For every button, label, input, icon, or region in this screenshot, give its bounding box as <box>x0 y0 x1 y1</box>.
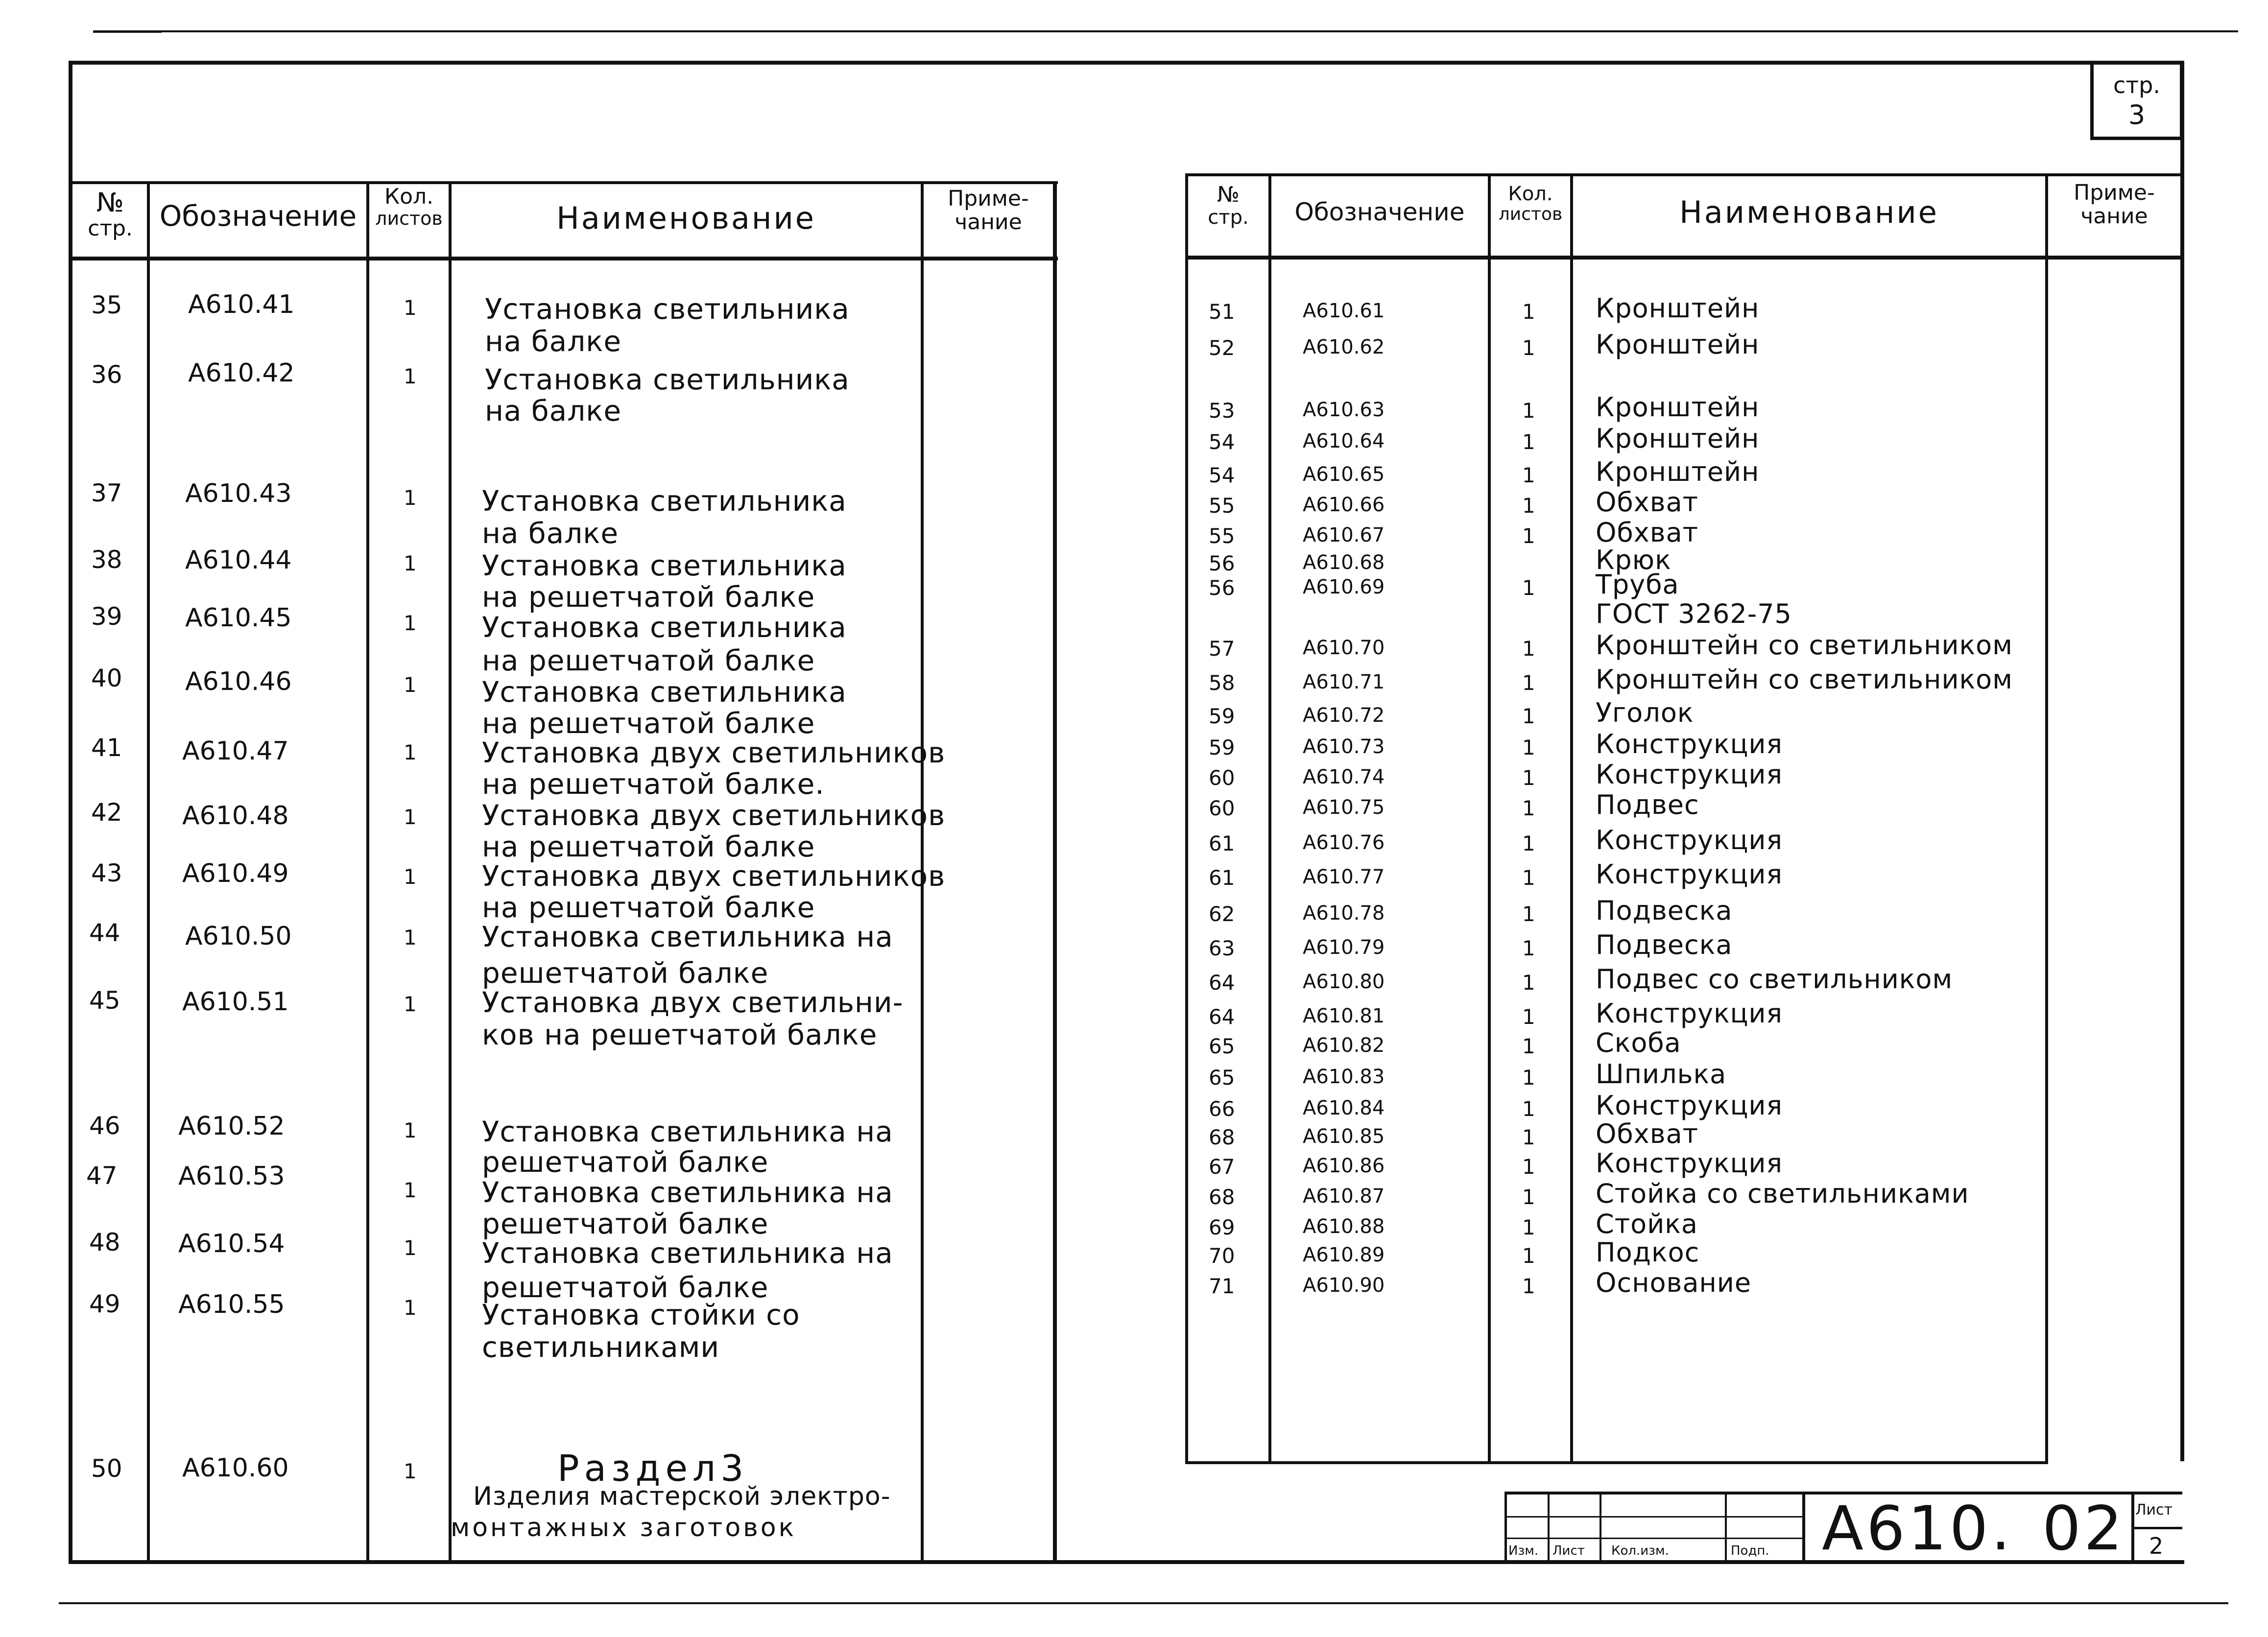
row-name-line1: Установка стойки со <box>482 1298 800 1331</box>
row-num: 59 <box>1209 704 1235 728</box>
left-header-num-2: стр. <box>88 216 133 241</box>
row-num: 37 <box>91 479 122 507</box>
row-qty: 1 <box>1522 1005 1535 1029</box>
row-name-line1: Установка двух светильников <box>482 736 946 769</box>
row-designation: А610.72 <box>1303 704 1385 727</box>
row-designation: А610.49 <box>182 859 289 888</box>
row-num: 61 <box>1209 831 1235 855</box>
row-num: 68 <box>1209 1125 1235 1149</box>
row-qty: 1 <box>1522 1274 1535 1298</box>
section-subtitle-line1: Изделия мастерской электро- <box>473 1482 891 1511</box>
row-name: Скоба <box>1596 1027 1681 1058</box>
stamp-label-list: Лист <box>1552 1543 1585 1558</box>
row-name: Кронштейн <box>1596 392 1760 423</box>
row-name-line2: на решетчатой балке <box>482 830 815 863</box>
row-name-line1: Установка светильника на <box>482 1115 893 1148</box>
row-name-line2: на решетчатой балке. <box>482 767 825 801</box>
row-designation: А610.80 <box>1303 971 1385 993</box>
row-qty: 1 <box>1522 1034 1535 1058</box>
row-qty: 1 <box>1522 704 1535 728</box>
row-name: Конструкция <box>1596 729 1783 759</box>
right-col-line-3 <box>1570 173 1573 1464</box>
row-num: 71 <box>1209 1274 1235 1298</box>
row-qty: 1 <box>404 673 417 697</box>
row-name: Конструкция <box>1596 1090 1783 1121</box>
left-header-qty-2: листов <box>375 208 443 230</box>
stamp-col-2 <box>1600 1492 1601 1563</box>
right-col-line-1 <box>1268 173 1271 1464</box>
row-designation: А610.75 <box>1303 796 1385 819</box>
row-name-line1: Установка светильника на <box>482 920 893 953</box>
row-designation: А610.69 <box>1303 576 1385 598</box>
row-qty: 1 <box>404 740 417 764</box>
row-designation: А610.43 <box>185 479 292 508</box>
row-num: 62 <box>1209 902 1235 926</box>
row-qty: 1 <box>404 865 417 889</box>
row-qty: 1 <box>404 1236 417 1260</box>
row-qty: 1 <box>404 1118 417 1142</box>
row-qty: 1 <box>1522 430 1535 454</box>
drawing-sheet-code: 02 <box>2042 1494 2125 1564</box>
row-qty: 1 <box>1522 494 1535 518</box>
row-qty: 1 <box>1522 1215 1535 1239</box>
row-designation: А610.70 <box>1303 637 1385 659</box>
left-col-line-3 <box>449 181 452 1562</box>
right-header-num-1: № <box>1217 182 1240 207</box>
row-qty: 1 <box>1522 399 1535 423</box>
stamp-col-0 <box>1504 1492 1507 1563</box>
row-name: Уголок <box>1596 697 1694 728</box>
row-num: 61 <box>1209 866 1235 890</box>
left-header-designation: Обозначение <box>159 199 357 233</box>
row-designation: А610.83 <box>1303 1066 1385 1088</box>
row-designation: А610.73 <box>1303 735 1385 758</box>
right-header-bottom <box>1185 256 2181 260</box>
stamp-col-3 <box>1725 1492 1727 1563</box>
row-designation: А610.76 <box>1303 831 1385 854</box>
row-name-line1: Установка светильника <box>485 363 850 396</box>
row-qty: 1 <box>404 992 417 1016</box>
row-designation: А610.42 <box>188 358 295 388</box>
row-name-line2: решетчатой балке <box>482 1271 769 1304</box>
row-name-line2: ков на решетчатой балке <box>482 1018 878 1051</box>
row-num: 67 <box>1209 1155 1235 1179</box>
row-designation: А610.61 <box>1303 300 1385 322</box>
right-header-top <box>1185 173 2181 176</box>
right-header-name: Наименование <box>1679 194 1939 230</box>
row-qty: 1 <box>1522 1244 1535 1268</box>
row-qty: 1 <box>1522 1125 1535 1149</box>
row-qty: 1 <box>1522 866 1535 890</box>
row-qty: 1 <box>1522 671 1535 695</box>
row-num: 56 <box>1209 551 1235 575</box>
row-qty: 1 <box>1522 902 1535 926</box>
row-name: Обхват <box>1596 1118 1699 1149</box>
row-designation: А610.81 <box>1303 1005 1385 1027</box>
top-margin-line <box>162 30 2238 32</box>
row-name: Конструкция <box>1596 859 1783 890</box>
row-designation: А610.55 <box>178 1290 285 1319</box>
left-col-line-5 <box>1053 181 1057 1562</box>
row-designation: А610.88 <box>1303 1215 1385 1238</box>
sheet-number: 2 <box>2149 1533 2164 1559</box>
row-num: 46 <box>89 1112 120 1140</box>
row-num: 65 <box>1209 1034 1235 1058</box>
row-num: 70 <box>1209 1244 1235 1268</box>
right-header-note-1: Приме- <box>2074 180 2155 205</box>
row-designation: А610.60 <box>182 1453 289 1483</box>
row-qty: 1 <box>404 364 417 388</box>
row-designation: А610.64 <box>1303 430 1385 452</box>
row-name-line2: на решетчатой балке <box>482 580 815 614</box>
frame-left <box>69 61 72 1564</box>
row-designation: А610.90 <box>1303 1274 1385 1297</box>
top-margin-line-left <box>93 30 162 33</box>
row-name: Кронштейн <box>1596 293 1760 324</box>
row-name: Стойка со светильниками <box>1596 1178 1969 1209</box>
row-name-line2: на решетчатой балке <box>482 707 815 740</box>
left-header-top <box>71 181 1058 184</box>
row-num: 68 <box>1209 1185 1235 1209</box>
bottom-margin-line <box>59 1602 2228 1604</box>
left-header-name: Наименование <box>556 200 816 236</box>
row-qty: 1 <box>1522 637 1535 661</box>
section-title: Раздел3 <box>557 1447 749 1490</box>
page-number-box <box>2090 61 2183 140</box>
row-num: 45 <box>89 986 120 1015</box>
right-col-line-2 <box>1488 173 1491 1464</box>
row-qty: 1 <box>1522 1066 1535 1090</box>
row-name: Конструкция <box>1596 1148 1783 1179</box>
row-name-line2: светильниками <box>482 1330 720 1364</box>
row-designation: А610.44 <box>185 546 292 575</box>
row-qty: 1 <box>1522 1185 1535 1209</box>
row-qty: 1 <box>1522 300 1535 324</box>
row-name: Кронштейн со светильником <box>1596 630 2013 661</box>
row-name-line1: Установка светильника на <box>482 1176 893 1209</box>
row-num: 55 <box>1209 494 1235 518</box>
sheet-label: Лист <box>2135 1501 2173 1518</box>
row-qty: 1 <box>1522 971 1535 995</box>
row-designation: А610.78 <box>1303 902 1385 925</box>
row-num: 48 <box>89 1228 120 1257</box>
left-col-line-2 <box>366 181 369 1562</box>
row-designation: А610.74 <box>1303 766 1385 788</box>
row-num: 65 <box>1209 1066 1235 1090</box>
row-designation: А610.50 <box>185 922 292 951</box>
row-name-line2: на балке <box>482 517 619 550</box>
row-designation: А610.46 <box>185 667 292 696</box>
row-name: Обхват <box>1596 487 1699 518</box>
row-designation: А610.66 <box>1303 494 1385 516</box>
row-name-line2: на балке <box>485 325 621 358</box>
left-header-qty <box>369 185 449 229</box>
frame-right <box>2180 61 2184 1461</box>
row-num: 44 <box>89 919 120 947</box>
drawing-code: А610. <box>1822 1494 2013 1564</box>
right-header-qty-1: Кол. <box>1508 183 1553 205</box>
right-header-num-2: стр. <box>1208 206 1249 229</box>
row-designation: А610.54 <box>178 1229 285 1258</box>
row-name: Шпилька <box>1596 1059 1727 1090</box>
row-num: 47 <box>86 1162 118 1190</box>
row-name-line1: Установка светильника <box>482 484 847 518</box>
row-designation: А610.77 <box>1303 866 1385 888</box>
row-name-line1: Установка двух светильников <box>482 799 946 832</box>
left-col-line-1 <box>147 181 150 1562</box>
row-qty: 1 <box>1522 936 1535 960</box>
stamp-label-kol-izm: Кол.изм. <box>1611 1543 1669 1558</box>
row-qty: 1 <box>1522 576 1535 600</box>
row-name: Кронштейн <box>1596 423 1760 454</box>
row-name-line1: Установка светильника <box>485 292 850 326</box>
left-header-qty-1: Кол. <box>384 184 434 209</box>
row-qty: 1 <box>404 1296 417 1320</box>
row-designation: А610.48 <box>182 801 289 830</box>
right-header-qty <box>1491 183 1570 224</box>
row-num: 39 <box>91 602 122 631</box>
right-header-note-2: чание <box>2080 204 2148 229</box>
row-designation: А610.65 <box>1303 463 1385 486</box>
stamp-label-izm: Изм. <box>1508 1543 1539 1558</box>
row-name: Подвеска <box>1596 929 1733 960</box>
row-num: 58 <box>1209 671 1235 695</box>
row-num: 64 <box>1209 1005 1235 1029</box>
row-num: 59 <box>1209 735 1235 759</box>
row-name: Крюк <box>1596 545 1671 575</box>
row-name: ГОСТ 3262-75 <box>1596 598 1792 629</box>
row-num: 66 <box>1209 1097 1235 1121</box>
row-qty: 1 <box>404 1178 417 1202</box>
row-qty: 1 <box>404 805 417 829</box>
section-subtitle-line2: монтажных заготовок <box>451 1513 797 1542</box>
row-qty: 1 <box>1522 766 1535 790</box>
row-num: 54 <box>1209 463 1235 487</box>
row-name-line2: на балке <box>485 394 621 427</box>
row-num: 43 <box>91 859 122 887</box>
row-qty: 1 <box>1522 524 1535 548</box>
row-num: 49 <box>89 1290 120 1318</box>
row-name: Подвеска <box>1596 895 1733 926</box>
row-name-line1: Установка двух светильни- <box>482 986 904 1019</box>
row-name: Стойка <box>1596 1209 1698 1239</box>
row-name: Подкос <box>1596 1237 1700 1268</box>
row-qty: 1 <box>404 925 417 949</box>
row-designation: А610.85 <box>1303 1125 1385 1148</box>
row-designation: А610.68 <box>1303 551 1385 574</box>
row-name: Подвес <box>1596 789 1699 820</box>
row-name: Труба <box>1596 569 1679 600</box>
row-designation: А610.84 <box>1303 1097 1385 1119</box>
row-designation: А610.53 <box>178 1162 285 1191</box>
left-header-note-2: чание <box>955 210 1022 235</box>
row-num: 60 <box>1209 766 1235 790</box>
left-header-num-1: № <box>96 187 124 218</box>
row-qty: 1 <box>1522 735 1535 759</box>
row-qty: 1 <box>404 611 417 635</box>
left-header-note-1: Приме- <box>948 186 1029 211</box>
row-qty: 1 <box>404 296 417 320</box>
row-name: Конструкция <box>1596 825 1783 855</box>
row-name-line2: решетчатой балке <box>482 1207 769 1240</box>
right-col-line-0 <box>1185 173 1188 1464</box>
row-num: 55 <box>1209 524 1235 548</box>
row-designation: А610.79 <box>1303 936 1385 959</box>
right-header-note <box>2048 181 2180 229</box>
row-num: 38 <box>91 546 122 574</box>
row-num: 69 <box>1209 1215 1235 1239</box>
row-name-line2: решетчатой балке <box>482 956 769 990</box>
row-designation: А610.89 <box>1303 1244 1385 1266</box>
page-number-value: 3 <box>2128 99 2146 130</box>
row-num: 35 <box>91 291 122 319</box>
stamp-col-1 <box>1548 1492 1550 1563</box>
row-designation: А610.71 <box>1303 671 1385 693</box>
frame-top <box>69 61 2184 65</box>
row-name-line2: на решетчатой балке <box>482 891 815 924</box>
row-num: 36 <box>91 360 122 389</box>
row-name-line1: Установка светильника <box>482 549 847 582</box>
right-header-qty-2: листов <box>1498 204 1563 224</box>
row-designation: А610.63 <box>1303 399 1385 421</box>
row-name: Подвес со светильником <box>1596 964 1953 995</box>
row-designation: А610.51 <box>182 987 289 1017</box>
row-qty: 1 <box>404 551 417 575</box>
row-qty: 1 <box>1522 831 1535 855</box>
left-header-num <box>73 188 147 241</box>
row-num: 42 <box>91 798 122 827</box>
row-designation: А610.87 <box>1303 1185 1385 1208</box>
right-table-bottom <box>1185 1461 2047 1464</box>
stamp-label-podp: Подп. <box>1731 1543 1769 1558</box>
row-num: 51 <box>1209 300 1235 324</box>
row-qty: 1 <box>1522 463 1535 487</box>
row-qty: 1 <box>404 486 417 510</box>
row-num: 41 <box>91 734 122 762</box>
row-num: 57 <box>1209 637 1235 661</box>
row-num: 64 <box>1209 971 1235 995</box>
row-name: Кронштейн <box>1596 329 1760 360</box>
row-name-line1: Установка светильника на <box>482 1236 893 1270</box>
row-qty: 1 <box>1522 1097 1535 1121</box>
left-header-note <box>924 187 1053 235</box>
row-name: Кронштейн <box>1596 456 1760 487</box>
stamp-sheet-divider <box>2131 1527 2182 1529</box>
row-name-line1: Установка светильника <box>482 611 847 644</box>
row-num: 60 <box>1209 796 1235 820</box>
row-designation: А610.82 <box>1303 1034 1385 1057</box>
row-qty: 1 <box>1522 796 1535 820</box>
page-number-label: стр. <box>2113 72 2160 98</box>
row-name-line1: Установка двух светильников <box>482 859 946 893</box>
row-designation: А610.67 <box>1303 524 1385 546</box>
row-qty: 1 <box>1522 1155 1535 1179</box>
left-header-bottom <box>71 257 1058 261</box>
row-designation: А610.47 <box>182 736 289 766</box>
row-num: 63 <box>1209 936 1235 960</box>
row-num: 40 <box>91 664 122 692</box>
row-name: Обхват <box>1596 517 1699 548</box>
row-name: Конструкция <box>1596 998 1783 1029</box>
row-name-line2: решетчатой балке <box>482 1145 769 1179</box>
stamp-col-4 <box>1802 1492 1805 1563</box>
row-name: Конструкция <box>1596 759 1783 790</box>
row-num: 54 <box>1209 430 1235 454</box>
row-name-line1: Установка светильника <box>482 675 847 709</box>
row-qty: 1 <box>404 1459 417 1483</box>
row-num: 50 <box>91 1454 122 1483</box>
row-designation: А610.52 <box>178 1112 285 1141</box>
row-designation: А610.41 <box>188 290 295 319</box>
row-designation: А610.86 <box>1303 1155 1385 1177</box>
row-name: Кронштейн со светильником <box>1596 664 2013 695</box>
row-qty: 1 <box>1522 336 1535 360</box>
row-name: Основание <box>1596 1267 1752 1298</box>
row-num: 56 <box>1209 576 1235 600</box>
row-designation: А610.62 <box>1303 336 1385 358</box>
right-col-line-4 <box>2045 173 2048 1464</box>
row-num: 53 <box>1209 399 1235 423</box>
right-header-num <box>1188 183 1268 228</box>
row-num: 52 <box>1209 336 1235 360</box>
row-designation: А610.45 <box>185 603 292 633</box>
right-header-designation: Обозначение <box>1294 198 1465 226</box>
row-name-line2: на решетчатой балке <box>482 644 815 677</box>
